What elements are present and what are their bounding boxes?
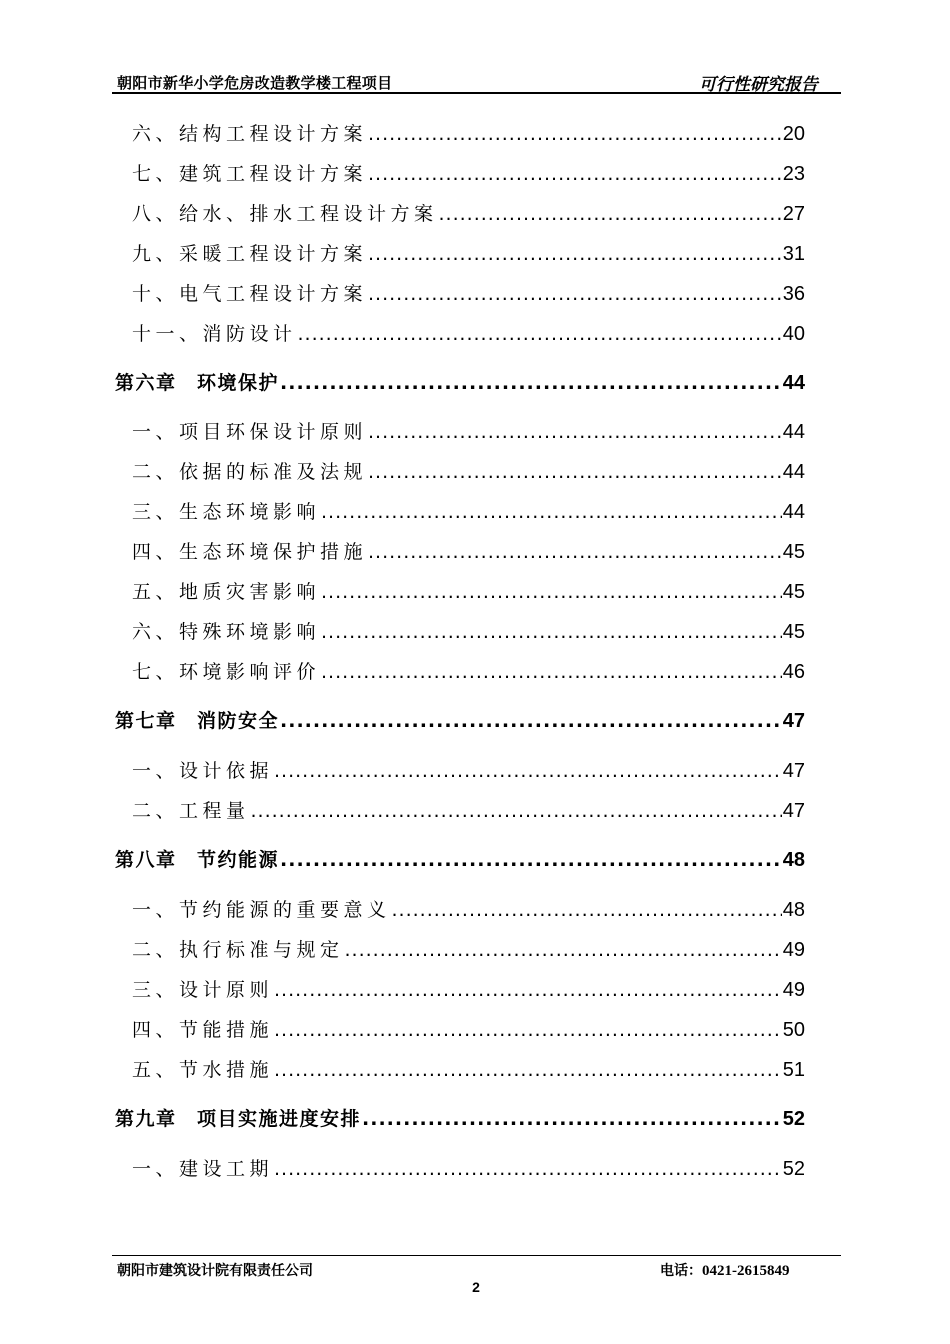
toc-entry-label: 六、结构工程设计方案 — [132, 123, 368, 145]
toc-page-number: 45 — [782, 621, 805, 643]
toc-dot-leader — [345, 939, 782, 961]
toc-page-number: 27 — [782, 203, 805, 225]
toc-entry-label: 二、依据的标准及法规 — [132, 461, 368, 483]
toc-section-entry[interactable] — [115, 417, 805, 447]
toc-entry-label: 八、给水、排水工程设计方案 — [132, 203, 438, 225]
contact-phone — [660, 1260, 790, 1280]
phone-label: 电话： — [660, 1263, 702, 1279]
toc-entry-label: 四、节能措施 — [132, 1019, 274, 1041]
toc-entry-label: 一、节约能源的重要意义 — [132, 899, 391, 921]
toc-page-number: 45 — [782, 581, 805, 603]
toc-entry-label: 二、执行标准与规定 — [132, 939, 344, 961]
page-header — [112, 68, 840, 95]
project-title: 朝阳市新华小学危房改造教学楼工程项目 — [117, 74, 393, 92]
toc-entry-label: 十、电气工程设计方案 — [132, 283, 368, 305]
toc-chapter-entry[interactable] — [115, 706, 805, 736]
toc-page-number: 44 — [782, 501, 805, 523]
toc-entry-label: 第七章 消防安全 — [115, 710, 280, 732]
toc-dot-leader — [368, 243, 782, 265]
toc-dot-leader — [321, 501, 782, 523]
toc-section-entry[interactable] — [115, 457, 805, 487]
toc-chapter-entry[interactable] — [115, 1104, 805, 1134]
toc-page-number: 51 — [782, 1059, 805, 1081]
company-name: 朝阳市建筑设计院有限责任公司 — [117, 1263, 313, 1279]
toc-page-number: 31 — [782, 243, 805, 265]
toc-page-number: 44 — [782, 372, 805, 394]
toc-entry-label: 三、设计原则 — [132, 979, 274, 1001]
toc-page-number: 48 — [782, 849, 805, 871]
toc-dot-leader — [392, 899, 782, 921]
toc-entry-label: 五、地质灾害影响 — [132, 581, 321, 603]
toc-section-entry[interactable] — [115, 497, 805, 527]
toc-entry-label: 第八章 节约能源 — [115, 849, 280, 871]
toc-page-number: 46 — [782, 661, 805, 683]
toc-page-number: 47 — [782, 760, 805, 782]
toc-dot-leader — [368, 421, 782, 443]
toc-entry-label: 二、工程量 — [132, 800, 250, 822]
toc-page-number: 23 — [782, 163, 805, 185]
toc-page-number: 40 — [782, 323, 805, 345]
toc-entry-label: 九、采暖工程设计方案 — [132, 243, 368, 265]
toc-entry-label: 一、项目环保设计原则 — [132, 421, 368, 443]
toc-page-number: 44 — [782, 421, 805, 443]
toc-dot-leader — [274, 1158, 782, 1180]
toc-page-number: 48 — [782, 899, 805, 921]
toc-dot-leader — [274, 979, 782, 1001]
toc-entry-label: 五、节水措施 — [132, 1059, 274, 1081]
toc-page-number: 52 — [782, 1158, 805, 1180]
toc-section-entry[interactable] — [115, 975, 805, 1005]
toc-dot-leader — [298, 323, 782, 345]
toc-section-entry[interactable] — [115, 935, 805, 965]
toc-dot-leader — [280, 849, 782, 871]
toc-entry-label: 一、设计依据 — [132, 760, 274, 782]
toc-entry-label: 六、特殊环境影响 — [132, 621, 321, 643]
toc-section-entry[interactable] — [115, 617, 805, 647]
toc-dot-leader — [362, 1108, 782, 1130]
phone-number: 0421-2615849 — [702, 1263, 790, 1279]
toc-page-number: 20 — [782, 123, 805, 145]
toc-page-number: 49 — [782, 939, 805, 961]
toc-entry-label: 四、生态环境保护措施 — [132, 541, 368, 563]
toc-section-entry[interactable] — [115, 199, 805, 229]
toc-section-entry[interactable] — [115, 577, 805, 607]
toc-section-entry[interactable] — [115, 239, 805, 269]
toc-dot-leader — [368, 123, 782, 145]
toc-dot-leader — [280, 710, 782, 732]
toc-section-entry[interactable] — [115, 279, 805, 309]
footer-divider — [112, 1255, 841, 1256]
toc-section-entry[interactable] — [115, 537, 805, 567]
toc-dot-leader — [321, 621, 782, 643]
toc-section-entry[interactable] — [115, 1154, 805, 1184]
toc-page-number: 49 — [782, 979, 805, 1001]
toc-page-number: 45 — [782, 541, 805, 563]
toc-dot-leader — [368, 461, 782, 483]
toc-dot-leader — [439, 203, 782, 225]
toc-dot-leader — [321, 581, 782, 603]
toc-chapter-entry[interactable] — [115, 845, 805, 875]
page-number: 2 — [472, 1279, 480, 1295]
toc-entry-label: 三、生态环境影响 — [132, 501, 321, 523]
toc-dot-leader — [274, 760, 782, 782]
report-title: 可行性研究报告 — [699, 75, 818, 95]
header-divider — [112, 92, 841, 94]
toc-page-number: 36 — [782, 283, 805, 305]
toc-dot-leader — [321, 661, 782, 683]
toc-section-entry[interactable] — [115, 895, 805, 925]
toc-section-entry[interactable] — [115, 119, 805, 149]
toc-dot-leader — [274, 1059, 782, 1081]
toc-entry-label: 七、环境影响评价 — [132, 661, 321, 683]
toc-section-entry[interactable] — [115, 1055, 805, 1085]
toc-page-number: 44 — [782, 461, 805, 483]
toc-dot-leader — [368, 163, 782, 185]
toc-dot-leader — [280, 372, 782, 394]
toc-section-entry[interactable] — [115, 159, 805, 189]
toc-dot-leader — [368, 541, 782, 563]
toc-dot-leader — [274, 1019, 782, 1041]
toc-chapter-entry[interactable] — [115, 368, 805, 398]
toc-entry-label: 十一、消防设计 — [132, 323, 297, 345]
toc-entry-label: 一、建设工期 — [132, 1158, 274, 1180]
toc-page-number: 52 — [782, 1108, 805, 1130]
toc-entry-label: 第九章 项目实施进度安排 — [115, 1108, 362, 1130]
toc-section-entry[interactable] — [115, 319, 805, 349]
toc-page-number: 50 — [782, 1019, 805, 1041]
toc-page-number: 47 — [782, 800, 805, 822]
toc-dot-leader — [251, 800, 782, 822]
toc-entry-label: 第六章 环境保护 — [115, 372, 280, 394]
toc-section-entry[interactable] — [115, 1015, 805, 1045]
toc-page-number: 47 — [782, 710, 805, 732]
toc-section-entry[interactable] — [115, 756, 805, 786]
toc-dot-leader — [368, 283, 782, 305]
toc-section-entry[interactable] — [115, 796, 805, 826]
toc-section-entry[interactable] — [115, 657, 805, 687]
toc-entry-label: 七、建筑工程设计方案 — [132, 163, 368, 185]
